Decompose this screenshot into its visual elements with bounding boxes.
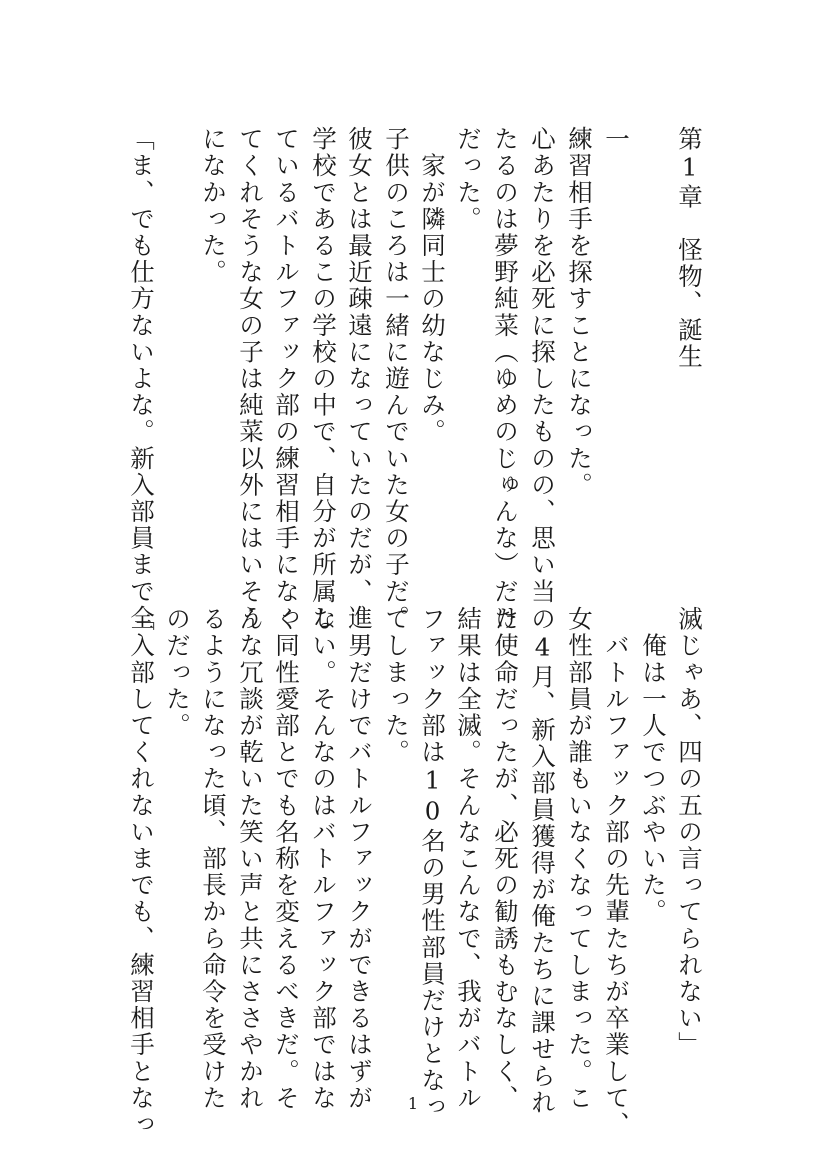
text-column: の4月、新入部員獲得が俺たちに課せられ bbox=[528, 606, 557, 1116]
text-column: てしまった。 bbox=[382, 606, 411, 766]
text-column: 滅じゃあ、四の五の言ってられない」 bbox=[675, 606, 704, 1059]
text-column: だった。 bbox=[454, 126, 483, 233]
text-column: ファック部は10名の男性部員だけとなっ bbox=[418, 606, 447, 1121]
text-column: 練習相手を探すことになった。 bbox=[565, 126, 594, 499]
text-column: ない。そんなのはバトルファック部ではな bbox=[309, 606, 338, 1112]
text-column: 男だけでバトルファックができるはずが bbox=[345, 606, 374, 1112]
text-column: 家が隣同士の幼なじみ。 bbox=[418, 126, 447, 446]
text-column: 学校であるこの学校の中で、自分が所属し bbox=[309, 126, 338, 632]
text-column: ているバトルファック部の練習相手になっ bbox=[272, 126, 301, 632]
text-column: く同性愛部とでも名称を変えるべきだ。そ bbox=[272, 606, 301, 1112]
text-block-top bbox=[0, 126, 827, 632]
text-block-bottom bbox=[0, 606, 827, 1138]
text-column: 子供のころは一緒に遊んでいた女の子だ。 bbox=[382, 126, 411, 632]
text-column: 「入部してくれないまでも、練習相手となっ bbox=[127, 606, 156, 1138]
text-column: 結果は全滅。そんなこんなで、我がバトル bbox=[454, 606, 483, 1112]
text-column: 心あたりを必死に探したものの、思い当 bbox=[528, 126, 557, 605]
text-column: 女性部員が誰もいなくなってしまった。こ bbox=[565, 606, 594, 1112]
text-column: 「ま、でも仕方ないよな。新入部員まで全 bbox=[127, 126, 156, 632]
text-column: るようになった頃、部長から命令を受けた bbox=[199, 606, 228, 1112]
text-column: になかった。 bbox=[199, 126, 228, 286]
chapter-title: 第1章 怪物、誕生 bbox=[675, 126, 704, 370]
text-column: てくれそうな女の子は純菜以外にはいそう bbox=[236, 126, 265, 632]
text-column: んな冗談が乾いた笑い声と共にささやかれ bbox=[236, 606, 265, 1112]
text-column: のだった。 bbox=[163, 606, 192, 739]
page-number: 1 bbox=[407, 1094, 419, 1113]
text-column: 彼女とは最近疎遠になっていたのだが、進 bbox=[345, 126, 374, 632]
section-number: 一 bbox=[602, 126, 631, 153]
text-column: バトルファック部の先輩たちが卒業して、 bbox=[602, 606, 631, 1138]
text-column: 俺は一人でつぶやいた。 bbox=[639, 606, 668, 926]
text-column: た使命だったが、必死の勧誘もむなしく、 bbox=[491, 606, 520, 1112]
text-column: たるのは夢野純菜（ゆめのじゅんな）だけ bbox=[491, 126, 520, 632]
